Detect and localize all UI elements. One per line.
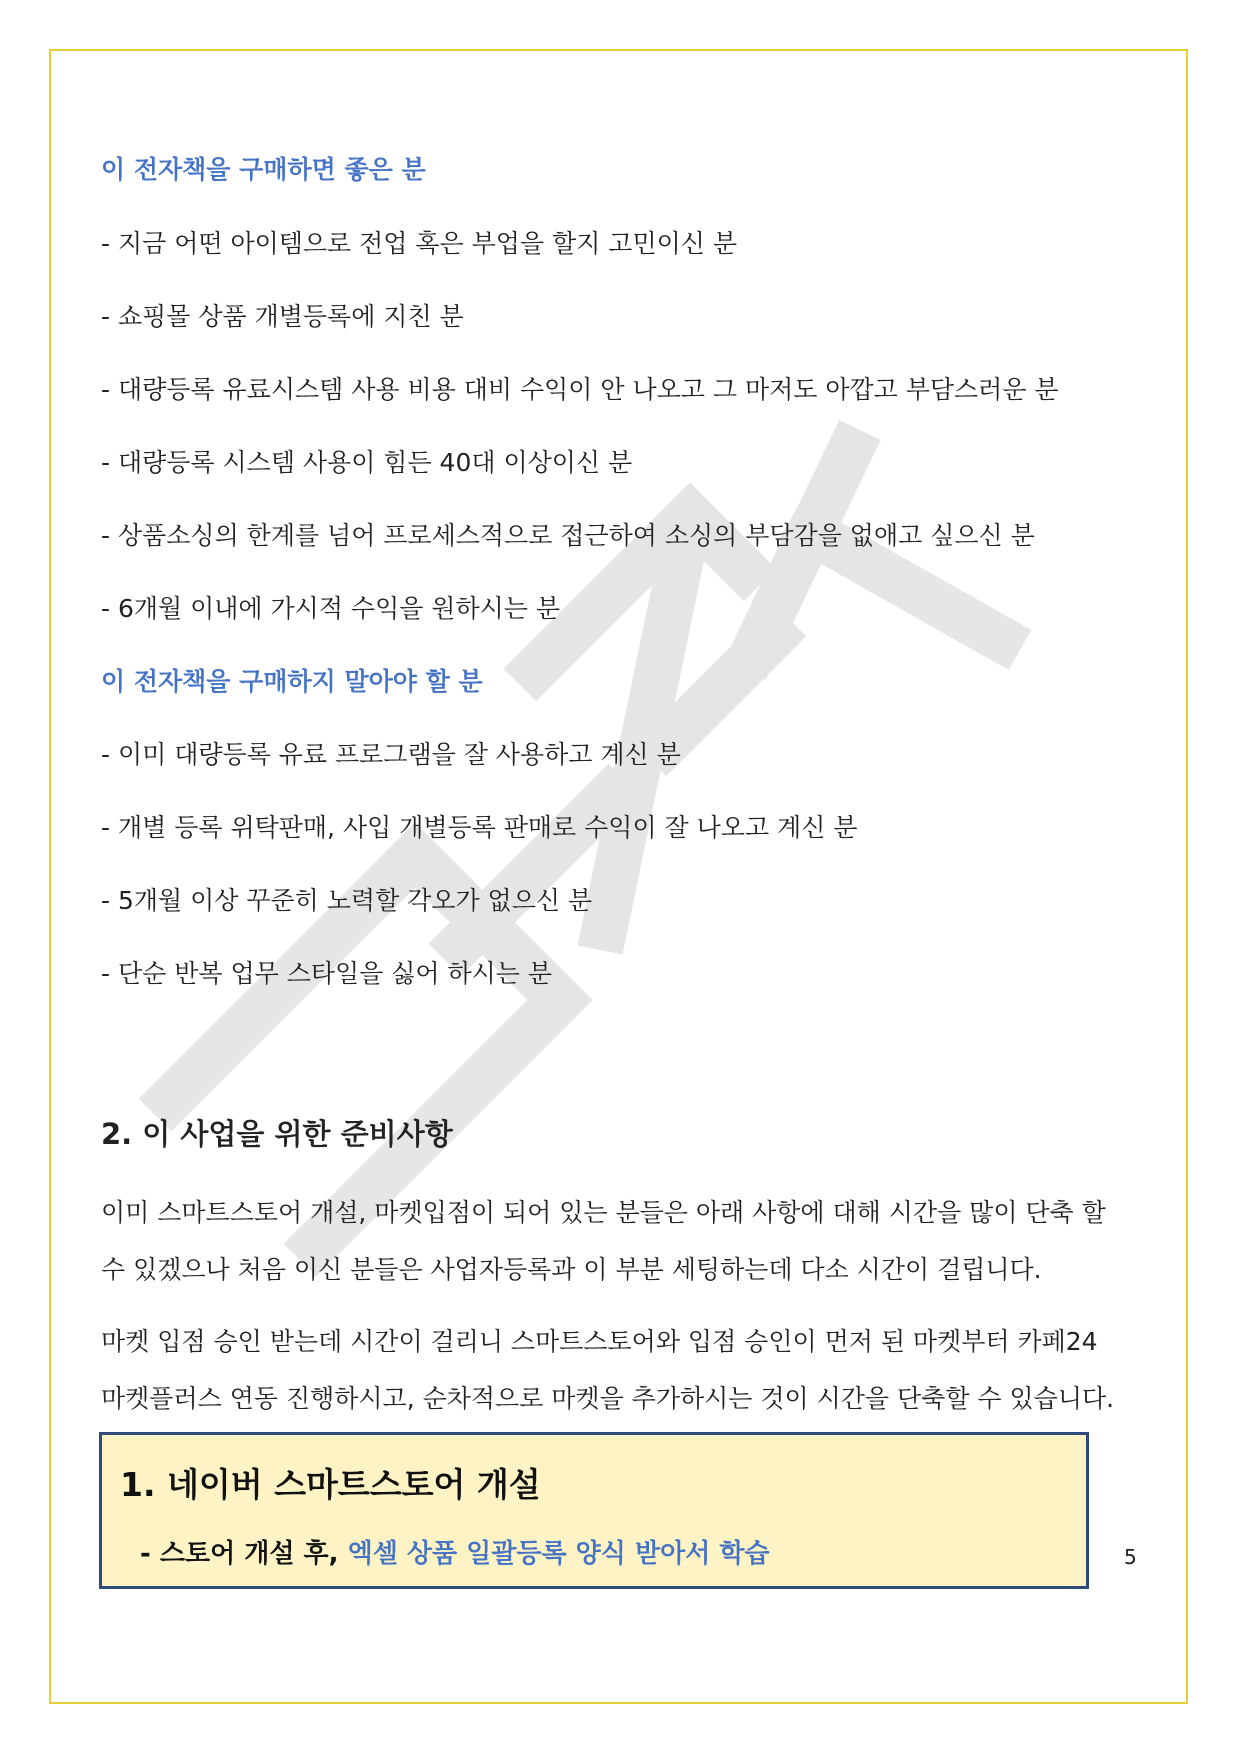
recommend-heading: 이 전자책을 구매하면 좋은 분	[101, 155, 426, 184]
recommend-item: - 쇼핑몰 상품 개별등록에 지친 분	[101, 302, 464, 331]
not-recommend-item: - 5개월 이상 꾸준히 노력할 각오가 없으신 분	[101, 886, 593, 915]
paragraph-line: 마켓플러스 연동 진행하시고, 순차적으로 마켓을 추가하시는 것이 시간을 단축할 수 있습니다.	[101, 1384, 1115, 1413]
paragraph-line: 마켓 입점 승인 받는데 시간이 걸리니 스마트스토어와 입점 승인이 먼저 된 마켓부터 카페24	[101, 1327, 1098, 1356]
not-recommend-item: - 개별 등록 위탁판매, 사입 개별등록 판매로 수익이 잘 나오고 계신 분	[101, 813, 858, 842]
step-instruction-prefix: - 스토어 개설 후,	[140, 1539, 339, 1569]
not-recommend-item: - 이미 대량등록 유료 프로그램을 잘 사용하고 계신 분	[101, 740, 681, 769]
step-instruction-highlight: 엑셀 상품 일괄등록 양식 받아서 학습	[347, 1539, 770, 1569]
page-number: 5	[1124, 1545, 1137, 1569]
not-recommend-item: - 단순 반복 업무 스타일을 싫어 하시는 분	[101, 959, 553, 988]
paragraph-line: 수 있겠으나 처음 이신 분들은 사업자등록과 이 부분 세팅하는데 다소 시간이 걸립니다.	[101, 1255, 1042, 1284]
recommend-item: - 대량등록 시스템 사용이 힘든 40대 이상이신 분	[101, 448, 633, 477]
step-callout-box	[99, 1432, 1089, 1589]
recommend-item: - 지금 어떤 아이템으로 전업 혹은 부업을 할지 고민이신 분	[101, 229, 737, 258]
paragraph-line: 이미 스마트스토어 개설, 마켓입점이 되어 있는 분들은 아래 사항에 대해 시간을 많이 단축 할	[101, 1198, 1106, 1227]
not-recommend-heading: 이 전자책을 구매하지 말아야 할 분	[101, 667, 483, 696]
step-title: 1. 네이버 스마트스토어 개설	[120, 1465, 541, 1504]
step-instruction	[140, 1533, 770, 1570]
recommend-item: - 상품소싱의 한계를 넘어 프로세스적으로 접근하여 소싱의 부담감을 없애고 싶으신 분	[101, 521, 1035, 550]
section-title: 2. 이 사업을 위한 준비사항	[101, 1117, 453, 1151]
recommend-item: - 대량등록 유료시스템 사용 비용 대비 수익이 안 나오고 그 마저도 아깝고 부담스러운 분	[101, 375, 1059, 404]
recommend-item: - 6개월 이내에 가시적 수익을 원하시는 분	[101, 594, 561, 623]
